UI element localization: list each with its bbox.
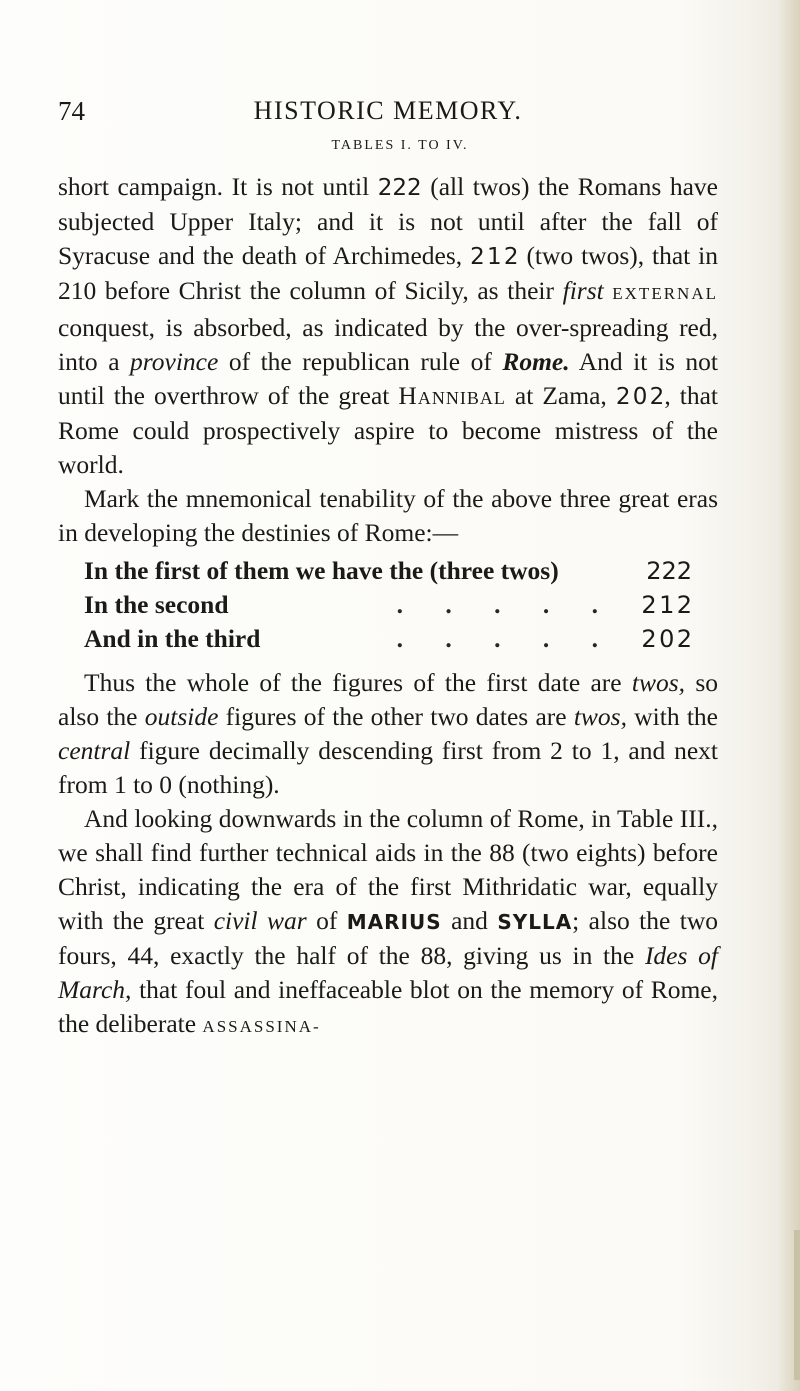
italic-first: first — [562, 276, 604, 305]
page-number: 74 — [58, 96, 85, 126]
date-table-row: In the second . . . . . 2 1 2 — [84, 590, 692, 619]
italic-twos: twos, — [573, 702, 627, 731]
name-sylla: SYLLA — [497, 910, 573, 934]
date-table-row: In the first of them we have the (three twos) 222 — [84, 556, 692, 585]
italic-twos: twos, — [631, 668, 686, 697]
date-table — [84, 554, 692, 656]
paragraph-2: Mark the mnemonical tenability of the above three great eras in developing the destinies of Rome:— — [58, 484, 718, 547]
date-202: 2 0 2 — [615, 384, 665, 410]
page-edge-shadow — [778, 0, 800, 1391]
italic-rome: Rome. — [502, 347, 570, 376]
italic-civil-war: civil war — [213, 906, 307, 935]
name-marius: MARIUS — [346, 910, 442, 934]
body-text — [58, 170, 718, 1044]
italic-central: central — [58, 736, 131, 765]
smallcaps-hannibal: Hannibal — [398, 381, 506, 410]
date-212: 2 1 2 — [470, 244, 519, 270]
smallcaps-assassination: ASSASSINA- — [202, 1017, 321, 1036]
page-edge-mark — [794, 1230, 800, 1380]
section-subheading: TABLES I. TO IV. — [331, 138, 469, 153]
italic-outside: outside — [144, 702, 219, 731]
running-title: HISTORIC MEMORY. — [253, 96, 523, 125]
italic-province: province — [130, 347, 219, 376]
date-222: 222 — [377, 175, 422, 201]
paragraph-1: short campaign. It is not until 222 (all twos) the Romans have subjected Upper Italy; and it is not until after the fall of Syracuse and the death of Archimedes, 2 1 2 (two twos), that in 210 before Christ the column of Sicily, as their first EXTERNAL conquest, is absorbed, as indicated by the over-spreading red, into a province of the republican rule of Rome. And it is not until the overthrow of the great Hannibal at Zama, 2 0 2, that Rome could prospectively aspire to become mistress of the world. — [58, 172, 718, 479]
paragraph-4: And looking downwards in the column of Rome, in Table III., we shall find further technical aids in the 88 (two eights) before Christ, indicating the era of the first Mithridatic war, equally with the great civil war of MARIUS and SYLLA; also the two fours, 44, exactly the half of the 88, giving us in the Ides of March, that foul and ineffaceable blot on the memory of Rome, the deliberate ASSASSINA- — [58, 804, 718, 1038]
smallcaps-external: EXTERNAL — [603, 284, 718, 303]
italic-ides-of-march: Ides of March, — [58, 941, 718, 1004]
date-table-row: And in the third . . . . . 2 0 2 — [84, 624, 692, 653]
page-header — [58, 96, 718, 136]
paragraph-3: Thus the whole of the figures of the first date are twos, so also the outside figures of the other two dates are twos, with the central figure decimally descending first from 2 to 1, and next from 1 to 0 (nothing). — [58, 668, 718, 799]
